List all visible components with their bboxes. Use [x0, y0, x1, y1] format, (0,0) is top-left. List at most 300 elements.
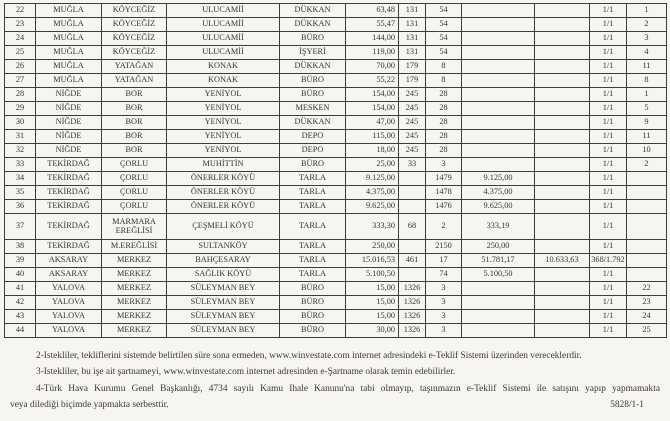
cell-yuzolcumu: [462, 116, 535, 130]
cell-hisse: 1/1: [590, 4, 627, 18]
cell-cinsi: BÜRO: [280, 310, 346, 324]
cell-sira-no: 34: [5, 172, 36, 186]
cell-hisse: 1/1: [590, 186, 627, 200]
cell-cinsi: DEPO: [280, 130, 346, 144]
cell-cinsi: MESKEN: [280, 102, 346, 116]
cell-cinsi: BÜRO: [280, 158, 346, 172]
cell-hisse-alani: [535, 32, 590, 46]
cell-mahalle-koy: ULUCAMİİ: [167, 46, 280, 60]
cell-ada: 245: [399, 130, 426, 144]
cell-ada: 131: [399, 32, 426, 46]
cell-hisse: 1/1: [590, 18, 627, 32]
cell-cinsi: DÜKKAN: [280, 4, 346, 18]
cell-hisse: 1/1: [590, 116, 627, 130]
cell-ilce: M.EREĞLİSİ: [102, 240, 167, 254]
cell-bagimsiz-bolum-no: [627, 172, 667, 186]
cell-alan: 15,00: [346, 310, 399, 324]
cell-parsel: 28: [426, 130, 462, 144]
cell-hisse: 1/1: [590, 324, 627, 338]
cell-ada: 1326: [399, 282, 426, 296]
table-row: [5, 144, 667, 158]
cell-il: YALOVA: [36, 296, 102, 310]
cell-ada: [399, 172, 426, 186]
cell-alan: 25,00: [346, 158, 399, 172]
cell-ilce: BOR: [102, 130, 167, 144]
cell-mahalle-koy: ULUCAMİİ: [167, 32, 280, 46]
cell-bagimsiz-bolum-no: 25: [627, 324, 667, 338]
cell-hisse: 1/1: [590, 144, 627, 158]
cell-parsel: 3: [426, 310, 462, 324]
cell-alan: 333,30: [346, 214, 399, 240]
table-row: [5, 310, 667, 324]
cell-bagimsiz-bolum-no: 22: [627, 282, 667, 296]
cell-hisse: 1/1: [590, 60, 627, 74]
cell-yuzolcumu: 5.100,50: [462, 268, 535, 282]
cell-alan: 119,00: [346, 46, 399, 60]
cell-hisse-alani: [535, 116, 590, 130]
cell-mahalle-koy: YENİYOL: [167, 144, 280, 158]
cell-yuzolcumu: [462, 158, 535, 172]
cell-sira-no: 44: [5, 324, 36, 338]
cell-ilce: ÇORLU: [102, 200, 167, 214]
cell-yuzolcumu: [462, 324, 535, 338]
cell-mahalle-koy: YENİYOL: [167, 102, 280, 116]
table-row: [5, 268, 667, 282]
cell-ilce: BOR: [102, 144, 167, 158]
cell-hisse-alani: [535, 200, 590, 214]
cell-sira-no: 26: [5, 60, 36, 74]
cell-parsel: 1478: [426, 186, 462, 200]
cell-il: AKSARAY: [36, 254, 102, 268]
cell-alan: 47,00: [346, 116, 399, 130]
property-table-body: [5, 4, 667, 338]
cell-yuzolcumu: [462, 18, 535, 32]
cell-sira-no: 42: [5, 296, 36, 310]
cell-alan: 15,00: [346, 296, 399, 310]
cell-yuzolcumu: [462, 74, 535, 88]
cell-parsel: 3: [426, 324, 462, 338]
cell-bagimsiz-bolum-no: 9: [627, 116, 667, 130]
cell-parsel: 28: [426, 102, 462, 116]
cell-mahalle-koy: ÇEŞMELİ KÖYÜ: [167, 214, 280, 240]
cell-mahalle-koy: SÜLEYMAN BEY: [167, 310, 280, 324]
cell-mahalle-koy: YENİYOL: [167, 88, 280, 102]
table-row: [5, 4, 667, 18]
cell-il: YALOVA: [36, 310, 102, 324]
cell-alan: 18,00: [346, 144, 399, 158]
cell-bagimsiz-bolum-no: 2: [627, 18, 667, 32]
cell-bagimsiz-bolum-no: [627, 186, 667, 200]
cell-hisse-alani: [535, 186, 590, 200]
cell-hisse: 1/1: [590, 214, 627, 240]
cell-bagimsiz-bolum-no: 10: [627, 144, 667, 158]
cell-sira-no: 38: [5, 240, 36, 254]
note-4-continuation: veya dilediği biçimde yapmakta serbesttir.: [10, 399, 169, 410]
cell-yuzolcumu: [462, 282, 535, 296]
cell-yuzolcumu: 9.125,00: [462, 172, 535, 186]
cell-alan: 15.016,53: [346, 254, 399, 268]
cell-il: TEKİRDAĞ: [36, 214, 102, 240]
cell-sira-no: 25: [5, 46, 36, 60]
cell-alan: 5.100,50: [346, 268, 399, 282]
cell-parsel: 1479: [426, 172, 462, 186]
table-row: [5, 116, 667, 130]
cell-sira-no: 35: [5, 186, 36, 200]
cell-hisse: 1/1: [590, 32, 627, 46]
cell-hisse: 368/1.792: [590, 254, 627, 268]
cell-yuzolcumu: 333,19: [462, 214, 535, 240]
cell-parsel: 54: [426, 18, 462, 32]
cell-mahalle-koy: SULTANKÖY: [167, 240, 280, 254]
table-row: [5, 282, 667, 296]
cell-ilce: MERKEZ: [102, 296, 167, 310]
table-row: [5, 214, 667, 240]
cell-hisse: 1/1: [590, 200, 627, 214]
table-row: [5, 46, 667, 60]
cell-hisse: 1/1: [590, 268, 627, 282]
cell-mahalle-koy: ULUCAMİİ: [167, 4, 280, 18]
cell-sira-no: 39: [5, 254, 36, 268]
cell-hisse-alani: [535, 268, 590, 282]
table-row: [5, 240, 667, 254]
note-4-line-2: [10, 400, 660, 411]
cell-parsel: 2: [426, 214, 462, 240]
cell-alan: 250,00: [346, 240, 399, 254]
cell-il: TEKİRDAĞ: [36, 172, 102, 186]
cell-ada: 1326: [399, 324, 426, 338]
cell-hisse: 1/1: [590, 282, 627, 296]
cell-hisse-alani: [535, 130, 590, 144]
cell-parsel: 28: [426, 144, 462, 158]
cell-il: YALOVA: [36, 324, 102, 338]
cell-ilce: BOR: [102, 102, 167, 116]
cell-hisse-alani: [535, 310, 590, 324]
cell-mahalle-koy: ULUCAMİİ: [167, 18, 280, 32]
cell-ada: 245: [399, 144, 426, 158]
cell-cinsi: BÜRO: [280, 282, 346, 296]
cell-cinsi: BÜRO: [280, 296, 346, 310]
property-listing-table: [4, 3, 667, 338]
cell-bagimsiz-bolum-no: 24: [627, 310, 667, 324]
cell-sira-no: 41: [5, 282, 36, 296]
cell-cinsi: TARLA: [280, 254, 346, 268]
cell-bagimsiz-bolum-no: [627, 240, 667, 254]
note-4-line-1: 4-Türk Hava Kurumu Genel Başkanlığı, 4734 sayılı Kamu İhale Kanunu'na tabi olmayıp, taşınmazın e-Teklif Sistemi ile satışını yapıp yapmamakta: [36, 383, 660, 394]
cell-hisse-alani: [535, 18, 590, 32]
cell-hisse: 1/1: [590, 240, 627, 254]
table-row: [5, 324, 667, 338]
cell-bagimsiz-bolum-no: 2: [627, 158, 667, 172]
cell-hisse-alani: [535, 4, 590, 18]
cell-parsel: 54: [426, 4, 462, 18]
cell-alan: 9.125,00: [346, 172, 399, 186]
cell-alan: 154,00: [346, 102, 399, 116]
note-2: 2-İstekliler, tekliflerini sistemde belirtilen süre sona ermeden, www.winvestate.com internet adresindeki e-Teklif Sistemi üzerinden vereceklerdir.: [36, 351, 582, 361]
cell-parsel: 3: [426, 296, 462, 310]
cell-ada: 131: [399, 18, 426, 32]
cell-il: YALOVA: [36, 282, 102, 296]
cell-parsel: 17: [426, 254, 462, 268]
cell-hisse-alani: [535, 240, 590, 254]
cell-ada: 179: [399, 74, 426, 88]
cell-ada: 1326: [399, 310, 426, 324]
cell-mahalle-koy: BAHÇESARAY: [167, 254, 280, 268]
cell-sira-no: 33: [5, 158, 36, 172]
cell-ilce: KÖYCEĞİZ: [102, 4, 167, 18]
table-row: [5, 296, 667, 310]
cell-alan: 15,00: [346, 282, 399, 296]
cell-parsel: 3: [426, 282, 462, 296]
cell-sira-no: 43: [5, 310, 36, 324]
table-row: [5, 18, 667, 32]
cell-bagimsiz-bolum-no: [627, 200, 667, 214]
cell-mahalle-koy: SÜLEYMAN BEY: [167, 324, 280, 338]
cell-yuzolcumu: [462, 60, 535, 74]
cell-hisse-alani: [535, 324, 590, 338]
cell-mahalle-koy: KONAK: [167, 74, 280, 88]
cell-parsel: 28: [426, 116, 462, 130]
reference-number: 5828/1-1: [610, 399, 644, 410]
cell-ilce: KÖYCEĞİZ: [102, 32, 167, 46]
cell-ilce: MERKEZ: [102, 282, 167, 296]
cell-mahalle-koy: YENİYOL: [167, 130, 280, 144]
cell-yuzolcumu: [462, 46, 535, 60]
cell-cinsi: TARLA: [280, 172, 346, 186]
cell-hisse-alani: [535, 102, 590, 116]
cell-yuzolcumu: [462, 144, 535, 158]
cell-il: NİĞDE: [36, 116, 102, 130]
cell-yuzolcumu: 9.625,00: [462, 200, 535, 214]
cell-ilce: YATAĞAN: [102, 74, 167, 88]
cell-bagimsiz-bolum-no: [627, 214, 667, 240]
scanned-document-page: [0, 3, 670, 421]
cell-alan: 63,48: [346, 4, 399, 18]
cell-il: NİĞDE: [36, 88, 102, 102]
cell-alan: 55,47: [346, 18, 399, 32]
cell-ada: [399, 240, 426, 254]
cell-alan: 9.625,00: [346, 200, 399, 214]
table-row: [5, 102, 667, 116]
cell-parsel: 3: [426, 158, 462, 172]
cell-yuzolcumu: [462, 32, 535, 46]
cell-cinsi: TARLA: [280, 186, 346, 200]
cell-hisse-alani: [535, 46, 590, 60]
cell-hisse: 1/1: [590, 102, 627, 116]
cell-cinsi: TARLA: [280, 214, 346, 240]
cell-cinsi: DÜKKAN: [280, 116, 346, 130]
cell-mahalle-koy: KONAK: [167, 60, 280, 74]
table-row: [5, 60, 667, 74]
cell-hisse: 1/1: [590, 130, 627, 144]
cell-ilce: BOR: [102, 88, 167, 102]
cell-ada: [399, 268, 426, 282]
table-row: [5, 158, 667, 172]
table-row: [5, 200, 667, 214]
cell-ada: 131: [399, 46, 426, 60]
cell-cinsi: TARLA: [280, 268, 346, 282]
table-row: [5, 172, 667, 186]
cell-yuzolcumu: 250,00: [462, 240, 535, 254]
table-row: [5, 88, 667, 102]
cell-sira-no: 24: [5, 32, 36, 46]
cell-alan: 154,00: [346, 88, 399, 102]
table-row: [5, 254, 667, 268]
cell-hisse: 1/1: [590, 296, 627, 310]
cell-ilce: BOR: [102, 116, 167, 130]
cell-ada: 179: [399, 60, 426, 74]
cell-il: NİĞDE: [36, 130, 102, 144]
cell-mahalle-koy: YENİYOL: [167, 116, 280, 130]
cell-yuzolcumu: [462, 102, 535, 116]
cell-ada: 245: [399, 88, 426, 102]
cell-hisse: 1/1: [590, 74, 627, 88]
cell-ilce: KÖYCEĞİZ: [102, 46, 167, 60]
cell-sira-no: 32: [5, 144, 36, 158]
cell-hisse-alani: [535, 88, 590, 102]
cell-il: TEKİRDAĞ: [36, 186, 102, 200]
cell-cinsi: BÜRO: [280, 88, 346, 102]
cell-hisse: 1/1: [590, 88, 627, 102]
cell-parsel: 74: [426, 268, 462, 282]
cell-hisse-alani: [535, 158, 590, 172]
cell-alan: 30,00: [346, 324, 399, 338]
cell-yuzolcumu: 51.781,17: [462, 254, 535, 268]
cell-ilce: ÇORLU: [102, 172, 167, 186]
cell-parsel: 8: [426, 60, 462, 74]
cell-sira-no: 27: [5, 74, 36, 88]
footer-notes: [10, 351, 660, 411]
cell-sira-no: 36: [5, 200, 36, 214]
cell-cinsi: TARLA: [280, 200, 346, 214]
cell-sira-no: 30: [5, 116, 36, 130]
cell-cinsi: BÜRO: [280, 324, 346, 338]
cell-hisse: 1/1: [590, 172, 627, 186]
cell-il: MUĞLA: [36, 74, 102, 88]
cell-bagimsiz-bolum-no: 11: [627, 130, 667, 144]
cell-mahalle-koy: SÜLEYMAN BEY: [167, 282, 280, 296]
cell-bagimsiz-bolum-no: 23: [627, 296, 667, 310]
cell-ada: [399, 186, 426, 200]
cell-yuzolcumu: [462, 310, 535, 324]
cell-parsel: 1476: [426, 200, 462, 214]
cell-yuzolcumu: [462, 88, 535, 102]
cell-mahalle-koy: ÖNERLER KÖYÜ: [167, 186, 280, 200]
cell-il: TEKİRDAĞ: [36, 240, 102, 254]
cell-hisse-alani: [535, 74, 590, 88]
cell-sira-no: 23: [5, 18, 36, 32]
cell-yuzolcumu: [462, 130, 535, 144]
cell-parsel: 54: [426, 46, 462, 60]
cell-alan: 144,00: [346, 32, 399, 46]
cell-hisse: 1/1: [590, 46, 627, 60]
cell-parsel: 8: [426, 74, 462, 88]
cell-hisse-alani: [535, 296, 590, 310]
cell-bagimsiz-bolum-no: 1: [627, 88, 667, 102]
cell-sira-no: 31: [5, 130, 36, 144]
cell-il: MUĞLA: [36, 4, 102, 18]
cell-ilce: MARMARA EREĞLİSİ: [102, 214, 167, 240]
note-3: 3-İstekliler, bu işe ait şartnameyi, www.winvestate.com internet adresinden e-Şartname olarak temin edebilirler.: [36, 367, 456, 378]
cell-il: NİĞDE: [36, 144, 102, 158]
cell-hisse-alani: [535, 282, 590, 296]
cell-cinsi: DÜKKAN: [280, 60, 346, 74]
cell-bagimsiz-bolum-no: 5: [627, 102, 667, 116]
cell-ilce: MERKEZ: [102, 310, 167, 324]
cell-mahalle-koy: ÖNERLER KÖYÜ: [167, 172, 280, 186]
cell-hisse: 1/1: [590, 310, 627, 324]
cell-ilce: ÇORLU: [102, 186, 167, 200]
cell-hisse-alani: [535, 214, 590, 240]
cell-alan: 4.375,00: [346, 186, 399, 200]
cell-cinsi: İŞYERİ: [280, 46, 346, 60]
cell-il: NİĞDE: [36, 102, 102, 116]
table-row: [5, 130, 667, 144]
cell-cinsi: DEPO: [280, 144, 346, 158]
cell-il: TEKİRDAĞ: [36, 158, 102, 172]
cell-hisse-alani: [535, 172, 590, 186]
cell-bagimsiz-bolum-no: [627, 268, 667, 282]
cell-ada: [399, 200, 426, 214]
cell-ada: 245: [399, 102, 426, 116]
cell-yuzolcumu: [462, 296, 535, 310]
cell-mahalle-koy: ÖNERLER KÖYÜ: [167, 200, 280, 214]
cell-bagimsiz-bolum-no: 11: [627, 60, 667, 74]
table-row: [5, 186, 667, 200]
cell-mahalle-koy: MUHİTTİN: [167, 158, 280, 172]
cell-bagimsiz-bolum-no: 8: [627, 74, 667, 88]
cell-cinsi: BÜRO: [280, 32, 346, 46]
cell-ilce: MERKEZ: [102, 324, 167, 338]
cell-sira-no: 22: [5, 4, 36, 18]
cell-ilce: KÖYCEĞİZ: [102, 18, 167, 32]
cell-cinsi: TARLA: [280, 240, 346, 254]
table-row: [5, 74, 667, 88]
cell-hisse-alani: 10.633,63: [535, 254, 590, 268]
cell-ada: 245: [399, 116, 426, 130]
cell-mahalle-koy: SÜLEYMAN BEY: [167, 296, 280, 310]
cell-il: TEKİRDAĞ: [36, 200, 102, 214]
cell-ada: 131: [399, 4, 426, 18]
cell-il: MUĞLA: [36, 32, 102, 46]
cell-ilce: YATAĞAN: [102, 60, 167, 74]
cell-yuzolcumu: [462, 4, 535, 18]
cell-bagimsiz-bolum-no: 3: [627, 32, 667, 46]
cell-ada: 1326: [399, 296, 426, 310]
cell-cinsi: BÜRO: [280, 74, 346, 88]
cell-ilce: MERKEZ: [102, 254, 167, 268]
cell-sira-no: 37: [5, 214, 36, 240]
cell-cinsi: DÜKKAN: [280, 18, 346, 32]
cell-parsel: 28: [426, 88, 462, 102]
cell-ilce: ÇORLU: [102, 158, 167, 172]
cell-sira-no: 40: [5, 268, 36, 282]
cell-bagimsiz-bolum-no: 1: [627, 4, 667, 18]
cell-alan: 70,00: [346, 60, 399, 74]
cell-yuzolcumu: 4.375,00: [462, 186, 535, 200]
cell-hisse: 1/1: [590, 158, 627, 172]
cell-ada: 68: [399, 214, 426, 240]
cell-alan: 55,22: [346, 74, 399, 88]
cell-il: AKSARAY: [36, 268, 102, 282]
cell-il: MUĞLA: [36, 18, 102, 32]
cell-bagimsiz-bolum-no: [627, 254, 667, 268]
cell-ada: 461: [399, 254, 426, 268]
cell-sira-no: 28: [5, 88, 36, 102]
cell-il: MUĞLA: [36, 60, 102, 74]
table-row: [5, 32, 667, 46]
cell-mahalle-koy: SAĞLIK KÖYÜ: [167, 268, 280, 282]
cell-hisse-alani: [535, 60, 590, 74]
